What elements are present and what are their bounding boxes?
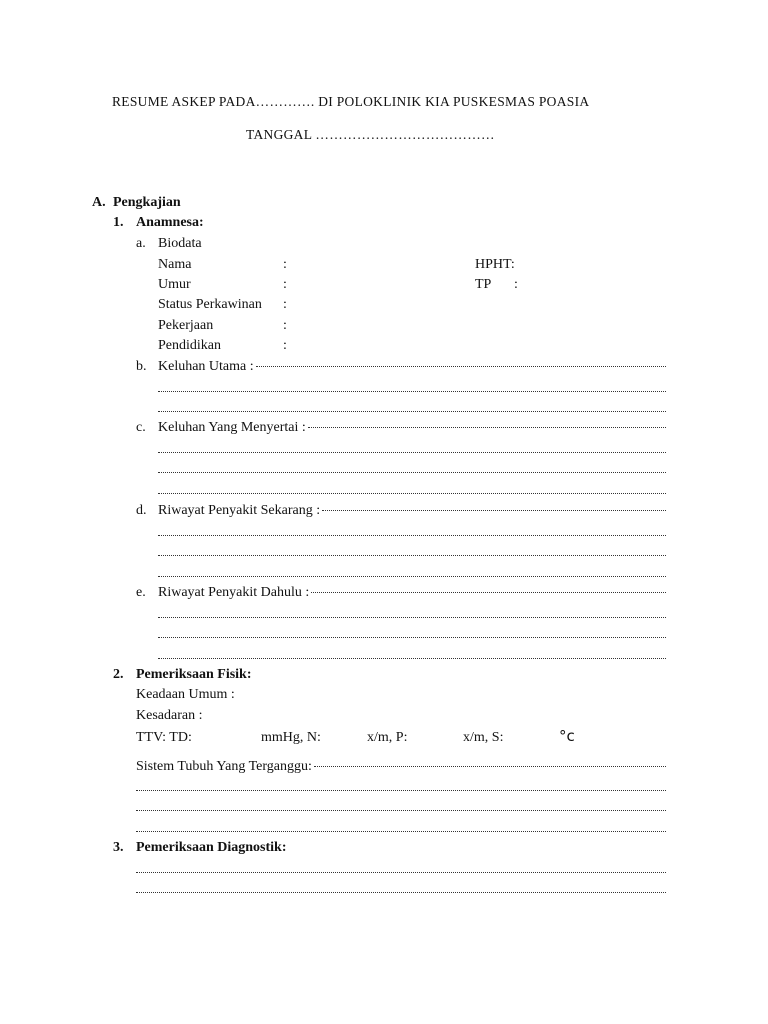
keluhan-menyertai-line-2[interactable] [158, 452, 666, 453]
anamnesa-number: 1. [113, 215, 124, 230]
keluhan-utama-letter: b. [136, 359, 147, 374]
celsius-unit: °c [559, 727, 575, 745]
field-pekerjaan-colon: : [283, 318, 287, 333]
anamnesa-title: Anamnesa: [136, 215, 204, 230]
field-status-colon: : [283, 297, 287, 312]
biodata-letter: a. [136, 236, 146, 251]
sistem-tubuh-line-2[interactable] [136, 790, 666, 791]
pemeriksaan-diagnostik-line-1[interactable] [136, 872, 666, 873]
riwayat-dahulu-line-2[interactable] [158, 617, 666, 618]
keluhan-utama-line-3[interactable] [158, 411, 666, 412]
keadaan-umum-label: Keadaan Umum : [136, 687, 235, 702]
kesadaran-label: Kesadaran : [136, 708, 203, 723]
keluhan-utama-label: Keluhan Utama : [158, 359, 254, 374]
riwayat-dahulu-line[interactable] [158, 586, 666, 600]
riwayat-sekarang-line-4[interactable] [158, 576, 666, 577]
biodata-title: Biodata [158, 236, 202, 251]
riwayat-sekarang-line-2[interactable] [158, 535, 666, 536]
sistem-tubuh-line-4[interactable] [136, 831, 666, 832]
field-pendidikan: Pendidikan [158, 338, 221, 353]
pemeriksaan-fisik-title: Pemeriksaan Fisik: [136, 667, 252, 682]
sistem-tubuh-label: Sistem Tubuh Yang Terganggu: [136, 759, 312, 774]
keluhan-menyertai-letter: c. [136, 420, 146, 435]
riwayat-sekarang-line[interactable] [158, 504, 666, 518]
field-umur-colon: : [283, 277, 287, 292]
keluhan-utama-line-2[interactable] [158, 391, 666, 392]
riwayat-dahulu-line-4[interactable] [158, 658, 666, 659]
keluhan-menyertai-line-3[interactable] [158, 472, 666, 473]
ttv-xm-p-label: x/m, P: [367, 730, 408, 745]
keluhan-menyertai-label: Keluhan Yang Menyertai : [158, 420, 306, 435]
hpht-label: HPHT: [475, 257, 515, 272]
field-nama-colon: : [283, 257, 287, 272]
tp-colon: : [514, 277, 518, 292]
ttv-td-label: TTV: TD: [136, 730, 192, 745]
riwayat-dahulu-line-3[interactable] [158, 637, 666, 638]
pemeriksaan-diagnostik-number: 3. [113, 840, 124, 855]
riwayat-dahulu-label: Riwayat Penyakit Dahulu : [158, 585, 310, 600]
sistem-tubuh-line[interactable] [136, 760, 666, 774]
pemeriksaan-diagnostik-title: Pemeriksaan Diagnostik: [136, 840, 287, 855]
riwayat-sekarang-label: Riwayat Penyakit Sekarang : [158, 503, 321, 518]
date-line: TANGGAL ………………………………… [246, 127, 495, 142]
section-a-title: Pengkajian [113, 195, 181, 210]
tp-label: TP [475, 277, 492, 292]
ttv-xm-s-label: x/m, S: [463, 730, 504, 745]
pemeriksaan-fisik-number: 2. [113, 667, 124, 682]
riwayat-sekarang-letter: d. [136, 503, 147, 518]
keluhan-utama-line[interactable] [158, 360, 666, 374]
pemeriksaan-diagnostik-line-2[interactable] [136, 892, 666, 893]
field-nama: Nama [158, 257, 192, 272]
field-pekerjaan: Pekerjaan [158, 318, 214, 333]
ttv-mmhg-label: mmHg, N: [261, 730, 321, 745]
field-status-perkawinan: Status Perkawinan [158, 297, 262, 312]
riwayat-sekarang-line-3[interactable] [158, 555, 666, 556]
field-pendidikan-colon: : [283, 338, 287, 353]
riwayat-dahulu-letter: e. [136, 585, 146, 600]
section-a-label: A. [92, 195, 106, 210]
keluhan-menyertai-line-4[interactable] [158, 493, 666, 494]
keluhan-menyertai-line[interactable] [158, 421, 666, 435]
document-title: RESUME ASKEP PADA…………. DI POLOKLINIK KIA PUSKESMAS POASIA [112, 94, 590, 109]
field-umur: Umur [158, 277, 191, 292]
sistem-tubuh-line-3[interactable] [136, 810, 666, 811]
